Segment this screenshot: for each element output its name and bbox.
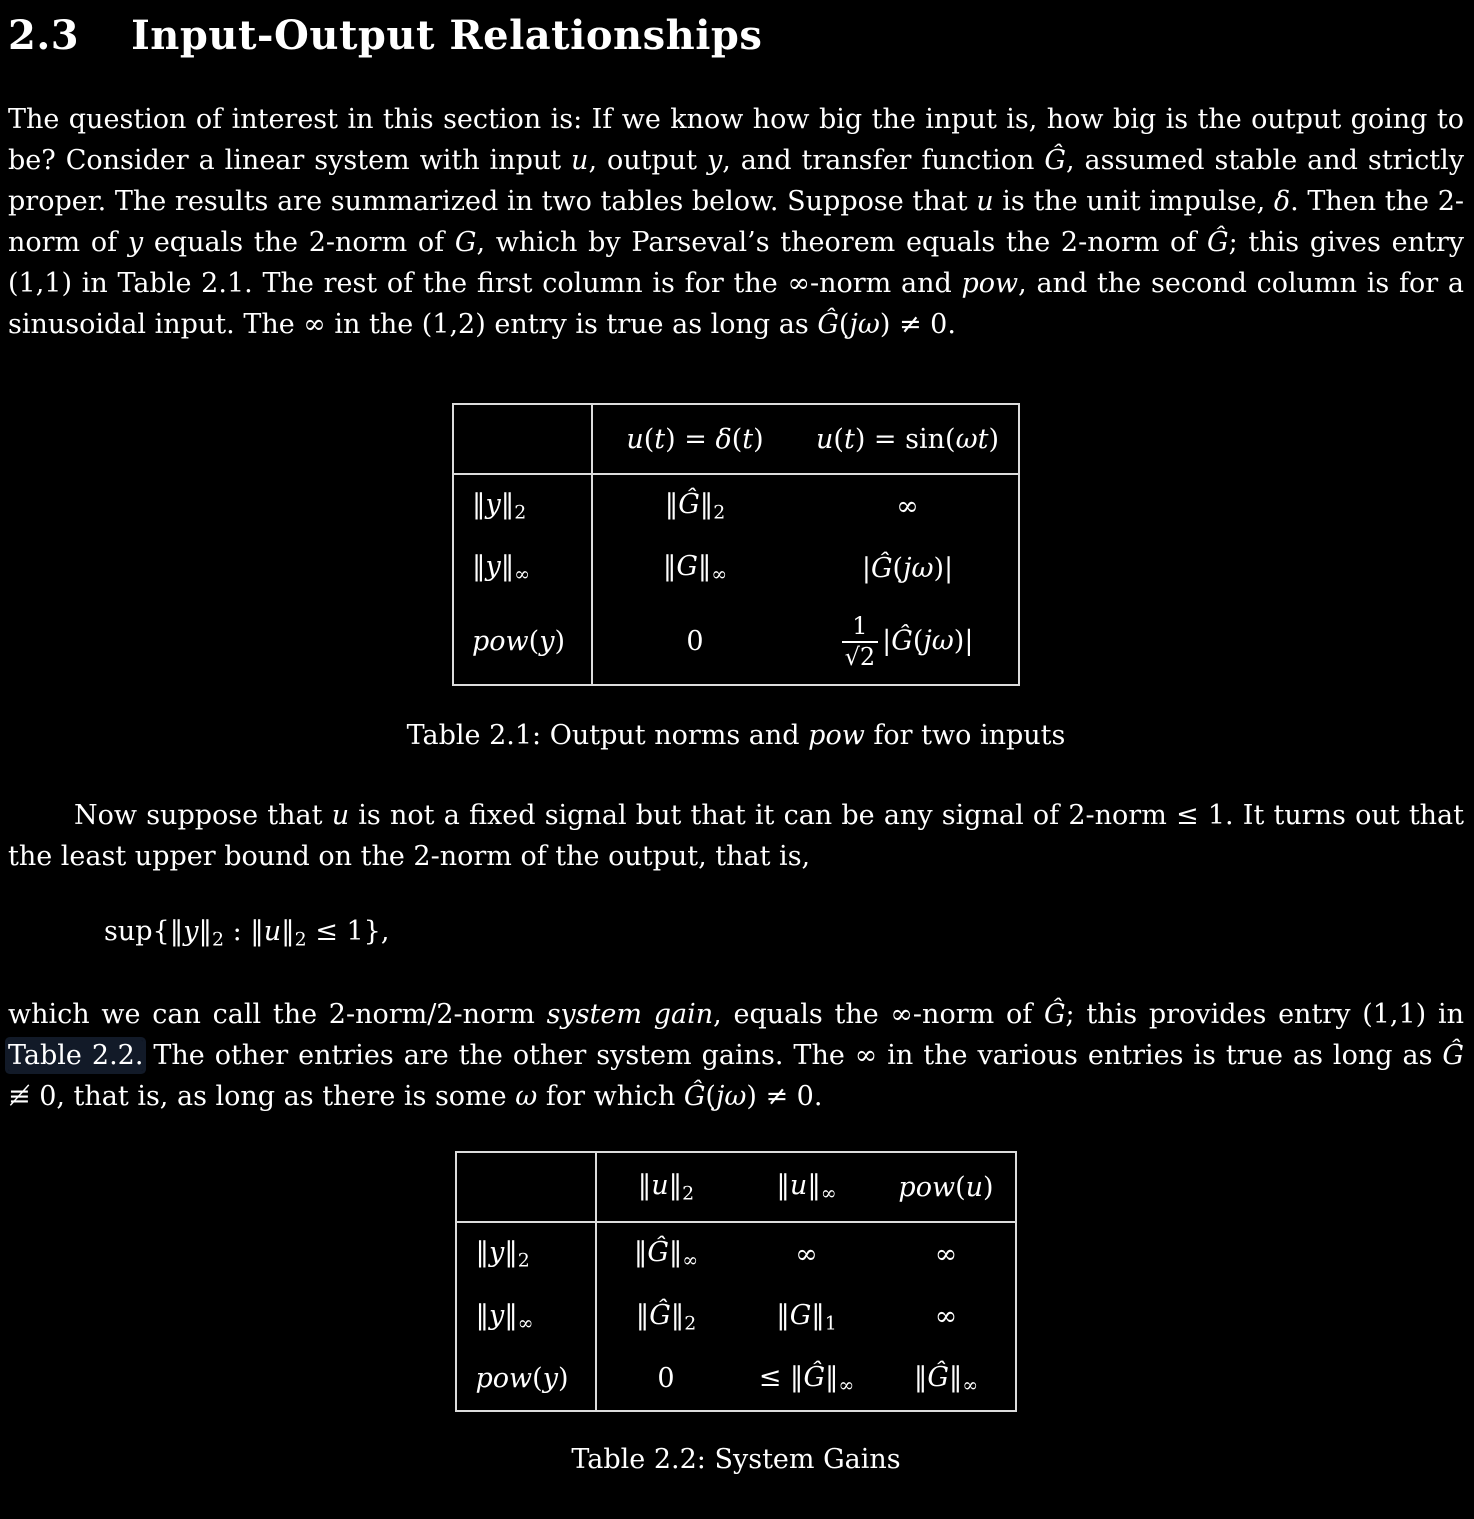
- row-label-y-infnorm: ‖y‖∞: [453, 537, 592, 599]
- table-cell: ∞: [795, 1238, 818, 1270]
- table-cell: ≤ ‖Ĝ‖∞: [758, 1361, 855, 1397]
- row-label-y-infnorm: ‖y‖∞: [456, 1286, 595, 1348]
- paragraph-3: which we can call the 2-norm/2-norm system gain, equals the ∞-norm of Ĝ; this provides entry (1,1) in Table 2.2. The other entries are the other system gains. The ∞ in the various entries is true as long as Ĝ ≢ 0, that is, as long as there is some ω for which Ĝ(jω) ≠ 0.: [8, 999, 1464, 1113]
- table-cell: ‖G‖∞: [662, 551, 728, 586]
- table-cell: ‖Ĝ‖∞: [633, 1237, 699, 1272]
- row-label-pow-y: pow(y): [456, 1348, 595, 1411]
- table-cell: ‖Ĝ‖2: [664, 489, 726, 524]
- table-2-2-corner-cell: [456, 1152, 595, 1222]
- table-row: [456, 1286, 1015, 1348]
- table-cell: |Ĝ(jω)|: [861, 552, 954, 584]
- table-2-2-reference-link[interactable]: Table 2.2.: [8, 1040, 144, 1072]
- table-cell: 0: [686, 626, 704, 658]
- table-2-1-container: [8, 403, 1464, 686]
- table-2-2-header-row: [456, 1152, 1015, 1222]
- table-row: [453, 600, 1019, 685]
- table-cell: $\frac{1}{√2}$ |Ĝ(jω)|: [797, 600, 1019, 685]
- table-2-2: [455, 1151, 1016, 1412]
- table-cell: ∞: [934, 1238, 958, 1270]
- table-row: [453, 537, 1019, 599]
- table-2-1: [452, 403, 1020, 686]
- table-2-1-corner-cell: [453, 404, 592, 474]
- fraction: $\frac{1}{√2}$: [842, 614, 879, 670]
- table-row: [456, 1348, 1015, 1411]
- table-row: [456, 1222, 1015, 1285]
- table-cell: 0: [657, 1363, 675, 1395]
- table-cell: ‖Ĝ‖2: [635, 1299, 697, 1334]
- table-cell: ‖Ĝ‖∞: [913, 1361, 979, 1397]
- row-label-y-2norm: ‖y‖2: [453, 474, 592, 537]
- table-2-1-col-header-sinusoid: u(t) = sin(ωt): [816, 423, 999, 455]
- table-cell: ∞: [896, 490, 919, 522]
- section-number: 2.3: [8, 12, 80, 59]
- table-2-2-container: [8, 1151, 1464, 1412]
- table-cell: ‖G‖1: [776, 1299, 837, 1334]
- row-label-y-2norm: ‖y‖2: [456, 1222, 595, 1285]
- row-label-pow-y: pow(y): [453, 600, 592, 685]
- section-heading: [8, 12, 1464, 59]
- table-2-2-caption: Table 2.2: System Gains: [571, 1444, 901, 1476]
- table-2-1-col-header-impulse: u(t) = δ(t): [626, 423, 764, 455]
- display-equation: sup{‖y‖2 : ‖u‖2 ≤ 1},: [104, 915, 390, 951]
- table-2-2-col-header-u-2norm: ‖u‖2: [637, 1170, 695, 1205]
- table-2-2-col-header-pow-u: pow(u): [898, 1171, 994, 1203]
- table-cell: ∞: [934, 1301, 958, 1333]
- paragraph-1: The question of interest in this section is: If we know how big the input is, how big is the output going to be? Consider a linear system with input u, output y, and transfer function Ĝ, assumed stable and strictly proper. The results are summarized in two tables below. Suppose that u is the unit impulse, δ. Then the 2-norm of y equals the 2-norm of G, which by Parseval’s theorem equals the 2-norm of Ĝ; this gives entry (1,1) in Table 2.1. The rest of the first column is for the ∞-norm and pow, and the second column is for a sinusoidal input. The ∞ in the (1,2) entry is true as long as Ĝ(jω) ≠ 0.: [8, 104, 1465, 340]
- table-2-1-header-row: [453, 404, 1019, 474]
- table-2-2-col-header-u-infnorm: ‖u‖∞: [776, 1170, 837, 1205]
- section-title: Input-Output Relationships: [131, 12, 763, 59]
- paragraph-2: Now suppose that u is not a fixed signal but that it can be any signal of 2-norm ≤ 1. It turns out that the least upper bound on the 2-norm of the output, that is,: [8, 799, 1465, 872]
- table-2-1-caption: Table 2.1: Output norms and pow for two inputs: [406, 719, 1066, 751]
- table-row: [453, 474, 1019, 537]
